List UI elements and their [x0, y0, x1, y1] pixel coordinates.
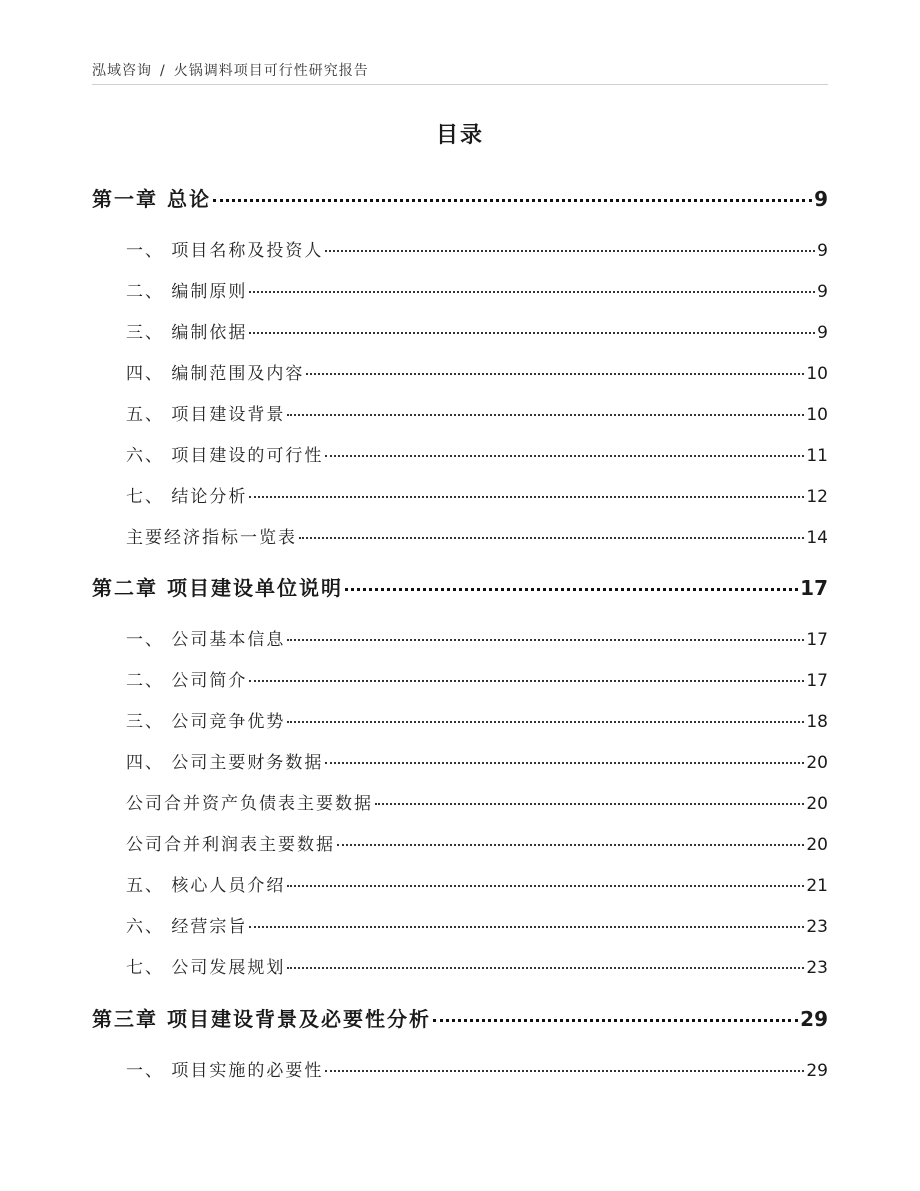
toc-section-entry[interactable]: [92, 666, 828, 691]
toc-chapter-entry[interactable]: [92, 572, 828, 601]
toc-entry-label: 第二章 项目建设单位说明: [92, 576, 343, 600]
toc-page-number: 9: [817, 323, 828, 343]
toc-section-entry[interactable]: [92, 359, 828, 384]
toc-chapter-entry[interactable]: [92, 183, 828, 212]
toc-dot-leader: [249, 332, 815, 334]
toc-dot-leader: [213, 199, 812, 202]
toc-page-number: 9: [814, 187, 828, 211]
toc-entry-label: 三、 编制依据: [126, 323, 248, 343]
toc-section-entry[interactable]: [92, 482, 828, 507]
toc-entry-label: 一、 项目实施的必要性: [126, 1061, 324, 1081]
toc-section-entry[interactable]: [92, 441, 828, 466]
toc-dot-leader: [249, 680, 804, 682]
header-rule: [92, 84, 828, 85]
toc-entry-label: 七、 公司发展规划: [126, 958, 286, 978]
toc-entry-label: 公司合并资产负债表主要数据: [126, 794, 373, 814]
toc-section-entry[interactable]: [92, 912, 828, 937]
toc-page-number: 18: [806, 712, 828, 732]
toc-dot-leader: [287, 639, 804, 641]
toc-page-number: 20: [806, 753, 828, 773]
toc-entry-label: 第三章 项目建设背景及必要性分析: [92, 1007, 431, 1031]
toc-entry-label: 一、 公司基本信息: [126, 630, 286, 650]
toc-page-number: 17: [800, 576, 828, 600]
toc-entry-label: 四、 公司主要财务数据: [126, 753, 324, 773]
toc-entry-label: 主要经济指标一览表: [126, 528, 297, 548]
toc-entry-label: 五、 核心人员介绍: [126, 876, 286, 896]
toc-entry-label: 四、 编制范围及内容: [126, 364, 305, 384]
toc-page-number: 9: [817, 282, 828, 302]
toc-section-entry[interactable]: [92, 277, 828, 302]
toc-section-entry[interactable]: [92, 523, 828, 548]
toc-section-entry[interactable]: [92, 748, 828, 773]
toc-dot-leader: [299, 537, 804, 539]
toc-page-number: 10: [806, 405, 828, 425]
header-separator: /: [160, 63, 166, 79]
toc-dot-leader: [345, 588, 798, 591]
toc-section-entry[interactable]: [92, 830, 828, 855]
toc-entry-label: 六、 项目建设的可行性: [126, 446, 324, 466]
toc-page-number: 10: [806, 364, 828, 384]
toc-page-number: 21: [806, 876, 828, 896]
toc-page-number: 23: [806, 958, 828, 978]
toc-page-number: 20: [806, 835, 828, 855]
toc-dot-leader: [287, 885, 804, 887]
toc-section-entry[interactable]: [92, 625, 828, 650]
toc-page-number: 14: [806, 528, 828, 548]
toc-dot-leader: [287, 967, 804, 969]
toc-dot-leader: [306, 373, 804, 375]
toc-entry-label: 三、 公司竞争优势: [126, 712, 286, 732]
toc-entry-label: 公司合并利润表主要数据: [126, 835, 335, 855]
toc-dot-leader: [325, 1070, 804, 1072]
toc-dot-leader: [287, 721, 804, 723]
toc-section-entry[interactable]: [92, 236, 828, 261]
toc-page-number: 23: [806, 917, 828, 937]
toc-entry-label: 一、 项目名称及投资人: [126, 241, 324, 261]
toc-entry-label: 五、 项目建设背景: [126, 405, 286, 425]
toc-page-number: 20: [806, 794, 828, 814]
toc-section-entry[interactable]: [92, 953, 828, 978]
toc-dot-leader: [249, 926, 804, 928]
toc-entry-label: 二、 公司简介: [126, 671, 248, 691]
toc-section-entry[interactable]: [92, 707, 828, 732]
toc-entry-label: 六、 经营宗旨: [126, 917, 248, 937]
toc-page-number: 12: [806, 487, 828, 507]
toc-dot-leader: [433, 1019, 798, 1022]
toc-page-number: 17: [806, 671, 828, 691]
page-title: 目录: [435, 123, 484, 148]
toc-page-number: 9: [817, 241, 828, 261]
toc-dot-leader: [249, 496, 804, 498]
running-header: [92, 60, 369, 80]
toc-dot-leader: [249, 291, 815, 293]
toc-section-entry[interactable]: [92, 1056, 828, 1081]
header-company: 泓域咨询: [92, 63, 152, 79]
toc-page-number: 29: [800, 1007, 828, 1031]
toc-dot-leader: [325, 250, 815, 252]
toc-section-entry[interactable]: [92, 400, 828, 425]
toc-section-entry[interactable]: [92, 318, 828, 343]
toc-dot-leader: [325, 455, 804, 457]
toc-page-number: 11: [806, 446, 828, 466]
toc-entry-label: 二、 编制原则: [126, 282, 248, 302]
toc-dot-leader: [287, 414, 804, 416]
header-doc-title: 火锅调料项目可行性研究报告: [173, 63, 369, 79]
toc-page-number: 29: [806, 1061, 828, 1081]
toc-page-number: 17: [806, 630, 828, 650]
toc-dot-leader: [325, 762, 804, 764]
toc-chapter-entry[interactable]: [92, 1003, 828, 1032]
toc-dot-leader: [375, 803, 804, 805]
toc-entry-label: 第一章 总论: [92, 187, 211, 211]
toc-section-entry[interactable]: [92, 871, 828, 896]
toc-section-entry[interactable]: [92, 789, 828, 814]
toc-dot-leader: [337, 844, 804, 846]
toc-entry-label: 七、 结论分析: [126, 487, 248, 507]
